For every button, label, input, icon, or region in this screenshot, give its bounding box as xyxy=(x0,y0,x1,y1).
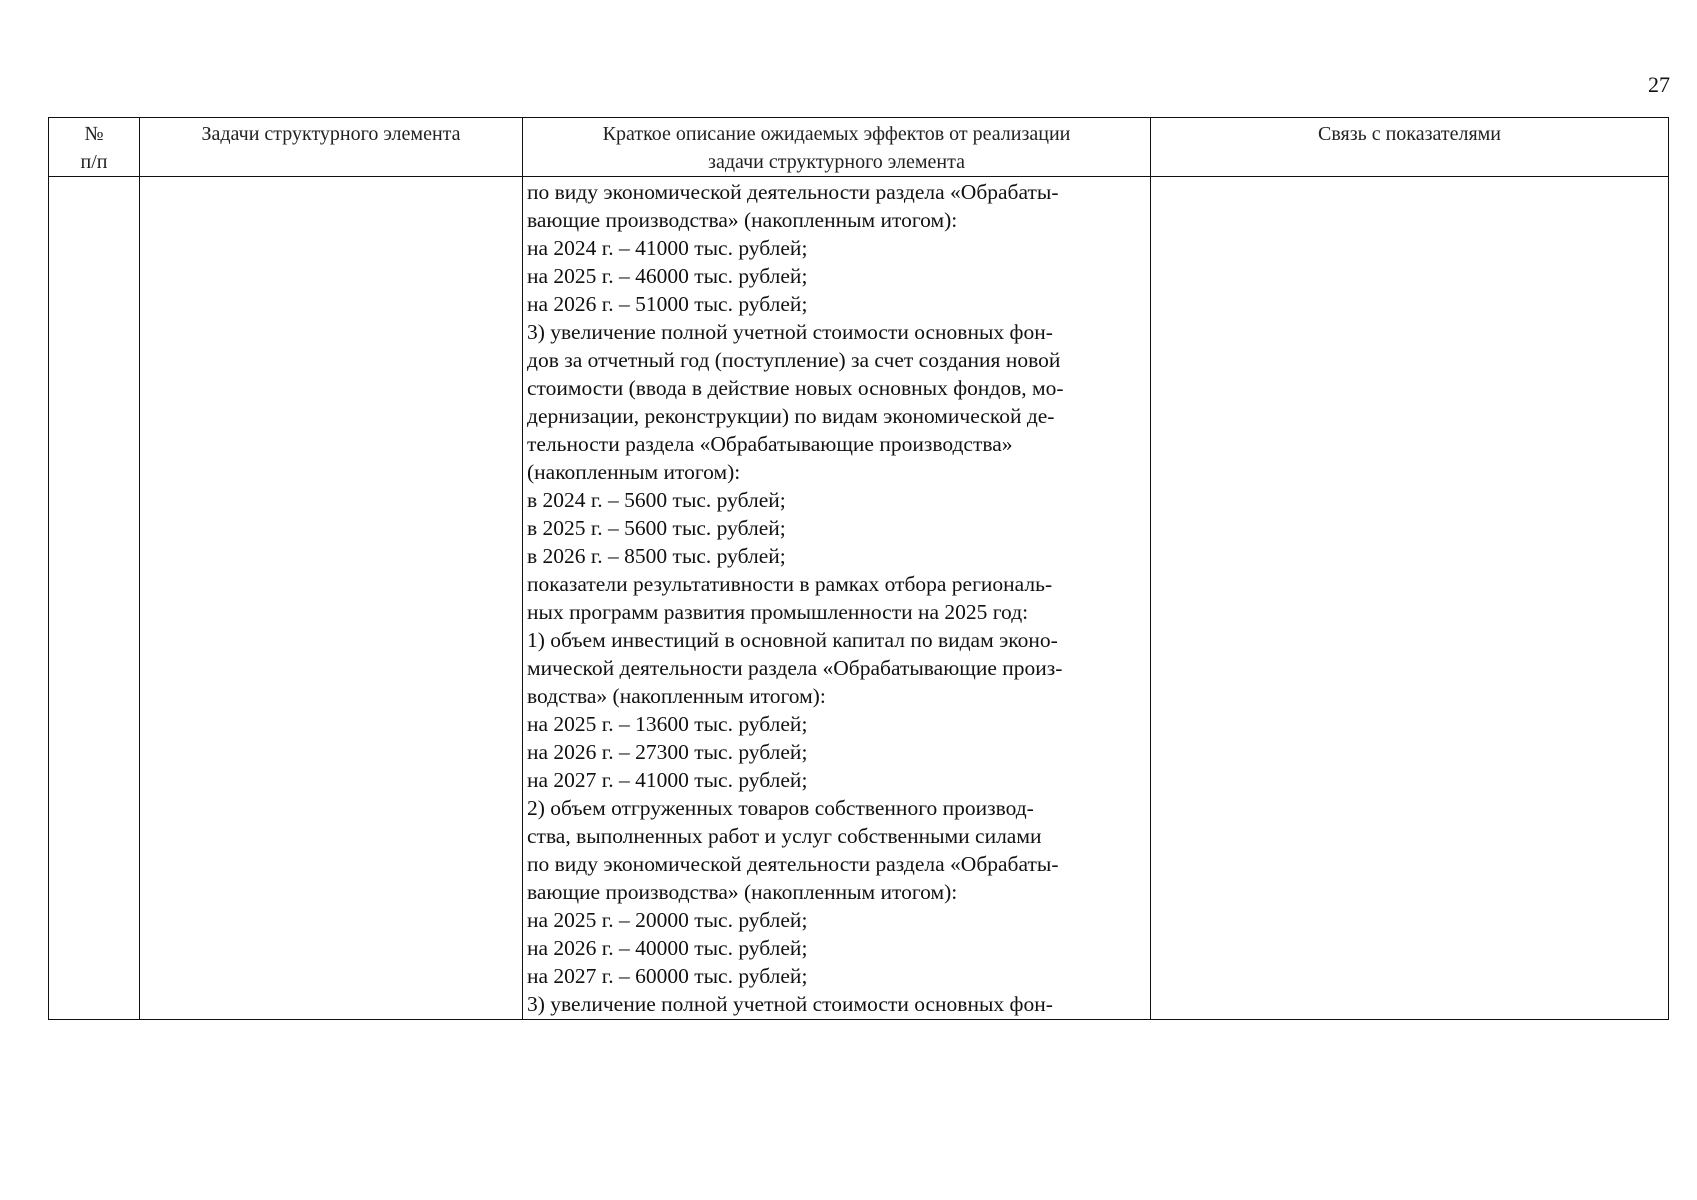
header-effects-line-1: Краткое описание ожидаемых эффектов от реализации xyxy=(602,123,1071,145)
effects-line: 2) объем отгруженных товаров собственного производ- xyxy=(527,796,1034,820)
effects-line: на 2026 г. – 51000 тыс. рублей; xyxy=(527,292,808,316)
structural-element-table xyxy=(48,117,1669,1020)
effects-line: 3) увеличение полной учетной стоимости основных фон- xyxy=(527,992,1053,1016)
cell-task xyxy=(140,177,523,1020)
effects-line: 1) объем инвестиций в основной капитал по видам эконо- xyxy=(527,628,1058,652)
header-links-line-1: Связь с показателями xyxy=(1317,123,1502,145)
effects-line: в 2025 г. – 5600 тыс. рублей; xyxy=(527,516,786,540)
header-tasks-line-1: Задачи структурного элемента xyxy=(201,123,461,145)
page-number: 27 xyxy=(1648,72,1670,97)
effects-line: мической деятельности раздела «Обрабатывающие произ- xyxy=(527,656,1063,680)
effects-line: в 2026 г. – 8500 тыс. рублей; xyxy=(527,544,786,568)
effects-text xyxy=(523,177,1150,1018)
effects-line: дернизации, реконструкции) по видам экономической де- xyxy=(527,404,1055,428)
table-header-row xyxy=(49,118,1669,177)
effects-line: на 2024 г. – 41000 тыс. рублей; xyxy=(527,236,808,260)
effects-line: тельности раздела «Обрабатывающие производства» xyxy=(527,432,1013,456)
header-effects-line-2: задачи структурного элемента xyxy=(708,151,965,173)
header-tasks xyxy=(140,118,523,177)
effects-line: 3) увеличение полной учетной стоимости основных фон- xyxy=(527,320,1053,344)
effects-line: на 2027 г. – 60000 тыс. рублей; xyxy=(527,964,808,988)
effects-line: показатели результативности в рамках отбора региональ- xyxy=(527,572,1053,596)
effects-line: по виду экономической деятельности раздела «Обрабаты- xyxy=(527,852,1059,876)
cell-links xyxy=(1151,177,1669,1020)
effects-line: на 2025 г. – 20000 тыс. рублей; xyxy=(527,908,808,932)
effects-line: водства» (накопленным итогом): xyxy=(527,684,826,708)
effects-line: на 2026 г. – 27300 тыс. рублей; xyxy=(527,740,808,764)
header-number-line-1: № xyxy=(84,123,104,145)
effects-line: на 2027 г. – 41000 тыс. рублей; xyxy=(527,768,808,792)
effects-line: дов за отчетный год (поступление) за счет создания новой xyxy=(527,348,1061,372)
effects-line: (накопленным итогом): xyxy=(527,460,741,484)
header-links xyxy=(1151,118,1669,177)
effects-line: вающие производства» (накопленным итогом): xyxy=(527,880,958,904)
effects-line: на 2025 г. – 13600 тыс. рублей; xyxy=(527,712,808,736)
effects-line: в 2024 г. – 5600 тыс. рублей; xyxy=(527,488,786,512)
effects-line: вающие производства» (накопленным итогом): xyxy=(527,208,958,232)
header-number xyxy=(49,118,140,177)
cell-number xyxy=(49,177,140,1020)
effects-line: на 2025 г. – 46000 тыс. рублей; xyxy=(527,264,808,288)
header-number-line-2: п/п xyxy=(80,151,108,173)
cell-effects xyxy=(523,177,1151,1020)
effects-line: ных программ развития промышленности на 2025 год: xyxy=(527,600,1029,624)
effects-line: на 2026 г. – 40000 тыс. рублей; xyxy=(527,936,808,960)
effects-line: стоимости (ввода в действие новых основных фондов, мо- xyxy=(527,376,1064,400)
table-row xyxy=(49,177,1669,1020)
effects-line: по виду экономической деятельности раздела «Обрабаты- xyxy=(527,180,1059,204)
header-effects xyxy=(523,118,1151,177)
effects-line: ства, выполненных работ и услуг собственными силами xyxy=(527,824,1042,848)
